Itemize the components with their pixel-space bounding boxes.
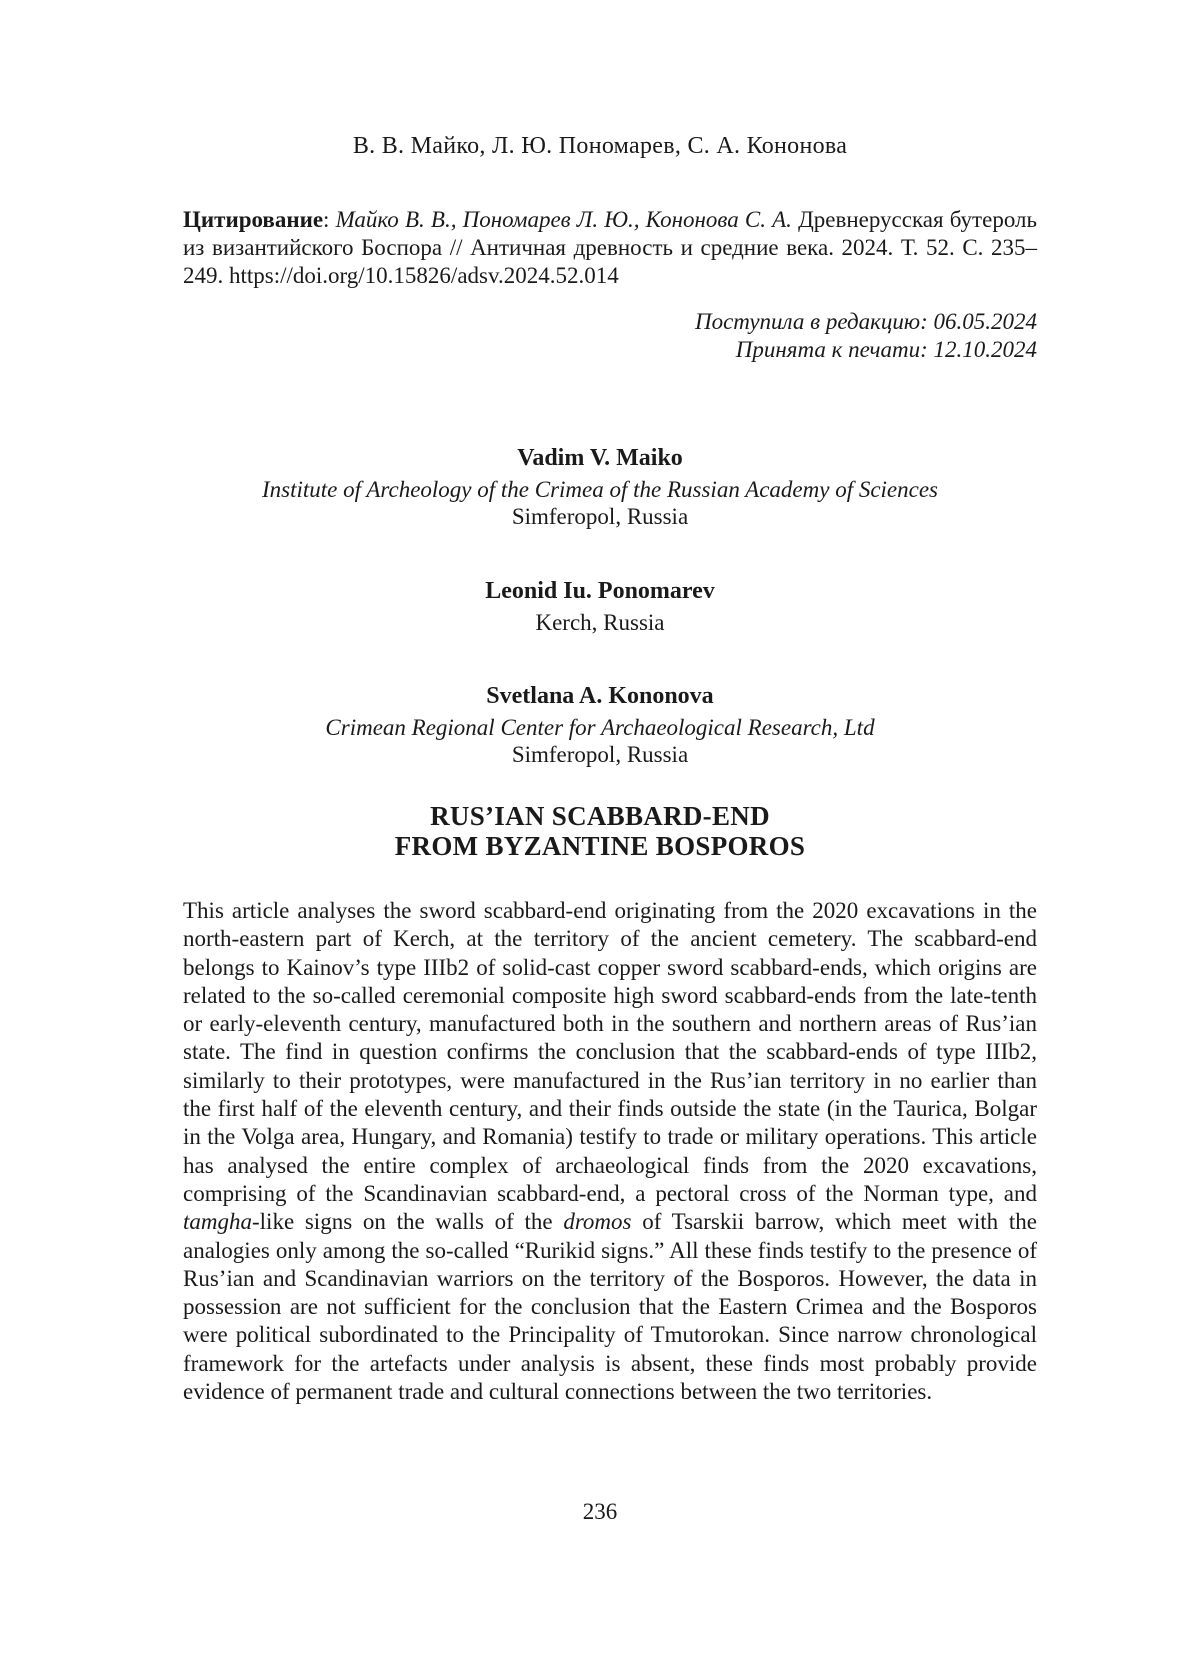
article-title-line-1: RUS’IAN SCABBARD-END bbox=[430, 801, 770, 831]
abstract-part-3: of Tsarskii barrow, which meet with the analogies only among the so-called “Rurikid signs.” All these finds testify to the presence of Rus’ian and Scandinavian warriors on the territory of the Bosporos. However, the data in possession are not sufficient for the conclusion that the Eastern Crimea and the Bosporos were political subordinated to the Principality of Tmutorokan. Since narrow chronological framework for the artefacts under analysis is absent, these finds most probably provide evidence of permanent trade and cultural connections between the two territories. bbox=[183, 1209, 1037, 1405]
article-title-line-2: FROM BYZANTINE BOSPOROS bbox=[394, 831, 806, 861]
abstract-term-tamgha: tamgha bbox=[183, 1209, 252, 1235]
article-title bbox=[0, 801, 1200, 861]
abstract-part-1: This article analyses the sword scabbard-end originating from the 2020 excavations in the north-eastern part of Kerch, at the territory of the ancient cemetery. The scabbard-end belongs to Kainov’s type IIIb2 of solid-cast copper sword scabbard-ends, which origins are related to the so-called ceremonial composite high sword scabbard-ends from the late-tenth or early-eleventh century, manufactured both in the southern and northern areas of Rus’ian state. The find in question confirms the conclusion that the scabbard-ends of type IIIb2, similarly to their prototypes, were manufactured in the Rus’ian territory in no earlier than the first half of the eleventh century, and their finds outside the state (in the Taurica, Bolgar in the Volga area, Hungary, and Romania) testify to trade or military operations. This article has analysed the entire complex of archaeological finds from the 2020 excavations, comprising of the Scandinavian scabbard-end, a pectoral cross of the Norman type, and bbox=[183, 898, 1037, 1206]
author-name: Leonid Iu. Ponomarev bbox=[485, 578, 715, 604]
received-date: Поступила в редакцию: 06.05.2024 bbox=[694, 309, 1037, 334]
author-name: Vadim V. Maiko bbox=[517, 445, 683, 471]
citation-authors: Майко В. В., Пономарев Л. Ю., Кононова С. А. bbox=[335, 207, 792, 232]
author-1 bbox=[150, 445, 1050, 530]
author-2 bbox=[150, 578, 1050, 636]
author-affiliation: Institute of Archeology of the Crimea of the Russian Academy of Sciences bbox=[261, 477, 939, 502]
author-name: Svetlana A. Kononova bbox=[486, 683, 714, 709]
abstract bbox=[183, 897, 1037, 1406]
author-location: Simferopol, Russia bbox=[511, 742, 689, 767]
author-affiliation: Crimean Regional Center for Archaeological Research, Ltd bbox=[325, 715, 875, 740]
running-head: В. В. Майко, Л. Ю. Пономарев, С. А. Кононова bbox=[352, 133, 848, 159]
page-number: 236 bbox=[582, 1499, 618, 1524]
citation-label: Цитирование bbox=[183, 207, 324, 232]
author-3 bbox=[150, 683, 1050, 768]
citation-separator: : bbox=[323, 207, 336, 232]
author-location: Simferopol, Russia bbox=[511, 504, 689, 529]
abstract-term-dromos: dromos bbox=[563, 1209, 632, 1235]
abstract-part-2: -like signs on the walls of the bbox=[252, 1209, 564, 1235]
citation-text: Древнерусская бутероль из византийского Боспора // Античная древность и средние века. 2024. Т. 52. С. 235–249. https://doi.org/10.15826/adsv.2024.52.014 bbox=[183, 207, 1037, 288]
citation-block bbox=[183, 206, 1037, 290]
accepted-date: Принята к печати: 12.10.2024 bbox=[735, 337, 1037, 362]
author-location: Kerch, Russia bbox=[535, 610, 665, 635]
submission-dates bbox=[600, 308, 1037, 364]
